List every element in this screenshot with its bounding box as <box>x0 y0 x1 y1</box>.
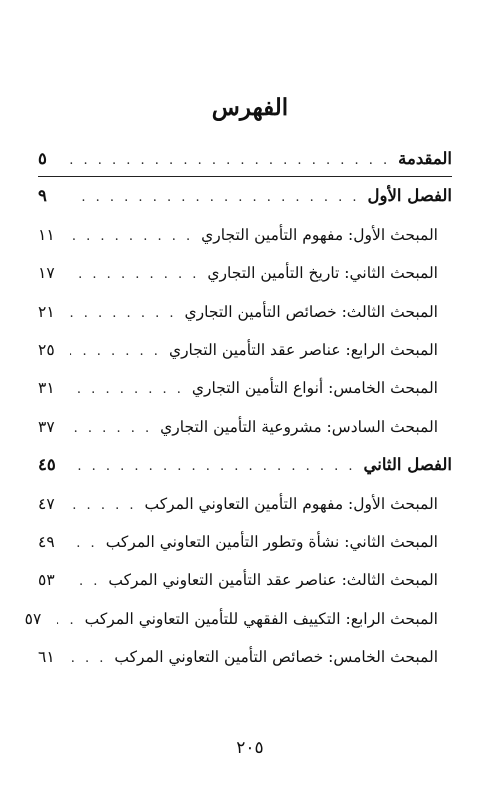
page-title: الفهرس <box>211 94 289 121</box>
dot-leader <box>70 142 390 180</box>
toc-entry-section <box>38 561 452 599</box>
toc-entry-page: ١٧ <box>38 264 55 283</box>
toc-entry-label: المبحث الثاني: نشأة وتطور التأمين التعاوني المركب <box>105 532 438 551</box>
toc-entry-section <box>38 254 452 292</box>
toc-entry-page: ٤٩ <box>38 532 55 551</box>
toc-entry-label: الفصل الثاني <box>363 455 452 475</box>
toc-entry-section <box>38 293 452 331</box>
dot-leader <box>70 563 100 601</box>
toc-entry-label: المبحث الأول: مفهوم التأمين التجاري <box>201 225 438 244</box>
dot-leader <box>57 602 77 640</box>
toc-entry-page: ٢٥ <box>38 340 55 359</box>
toc-entry-page: ٤٥ <box>38 455 56 475</box>
toc-entry-page: ٣٧ <box>38 417 55 436</box>
dot-leader <box>70 410 152 448</box>
toc-entry-label: المبحث الخامس: خصائص التأمين التعاوني المركب <box>114 648 438 667</box>
toc-entry-page: ٥ <box>38 149 47 168</box>
toc-entry-page: ١١ <box>38 225 55 244</box>
dot-leader <box>70 179 360 217</box>
toc-entry-label: المبحث الرابع: عناصر عقد التأمين التجاري <box>168 340 438 359</box>
toc-entry-page: ٩ <box>38 186 47 206</box>
toc-entry-page: ٥٧ <box>24 609 42 628</box>
toc-entry-section <box>38 523 452 561</box>
table-of-contents <box>24 140 452 676</box>
toc-entry-chapter-1 <box>38 177 452 215</box>
dot-leader <box>70 487 136 525</box>
toc-entry-label: المقدمة <box>398 149 452 168</box>
dot-leader <box>70 448 356 486</box>
dot-leader <box>70 295 176 333</box>
toc-entry-page: ٥٣ <box>38 571 55 590</box>
dot-leader <box>70 333 161 371</box>
toc-entry-section <box>38 485 452 523</box>
toc-entry-section <box>38 638 452 676</box>
page-number: ٢٠٥ <box>236 738 264 758</box>
toc-entry-section <box>38 331 452 369</box>
toc-entry-section <box>38 408 452 446</box>
toc-entry-label: المبحث الرابع: التكييف الفقهي للتأمين التعاوني المركب <box>84 609 438 628</box>
toc-entry-label: المبحث الخامس: أنواع التأمين التجاري <box>191 379 438 398</box>
toc-entry-label: المبحث الثالث: خصائص التأمين التجاري <box>184 302 438 321</box>
dot-leader <box>70 371 184 409</box>
toc-entry-section <box>38 369 452 407</box>
dot-leader <box>70 640 106 678</box>
toc-entry-label: الفصل الأول <box>367 186 452 206</box>
toc-entry-introduction <box>38 140 452 178</box>
dot-leader <box>70 218 193 256</box>
toc-entry-section <box>24 600 452 638</box>
dot-leader <box>70 256 199 294</box>
toc-entry-label: المبحث الثالث: عناصر عقد التأمين التعاوني المركب <box>108 571 438 590</box>
toc-entry-label: المبحث الثاني: تاريخ التأمين التجاري <box>207 264 438 283</box>
toc-entry-chapter-2 <box>38 446 452 484</box>
toc-entry-label: المبحث السادس: مشروعية التأمين التجاري <box>160 417 438 436</box>
toc-entry-page: ٦١ <box>38 648 55 667</box>
toc-entry-page: ٤٧ <box>38 494 55 513</box>
toc-entry-section <box>38 216 452 254</box>
toc-entry-page: ٣١ <box>38 379 55 398</box>
dot-leader <box>70 525 98 563</box>
toc-entry-page: ٢١ <box>38 302 55 321</box>
toc-entry-label: المبحث الأول: مفهوم التأمين التعاوني المركب <box>144 494 438 513</box>
